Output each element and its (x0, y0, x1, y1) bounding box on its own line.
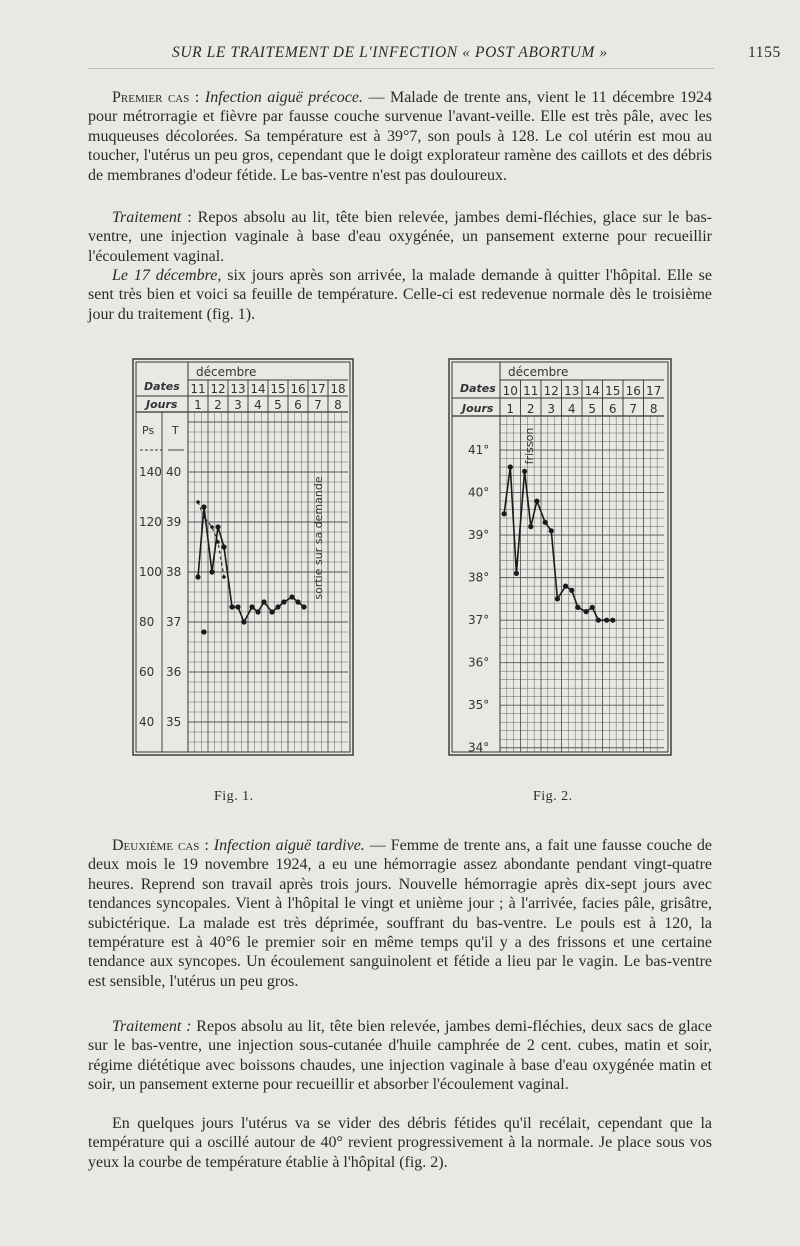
day-tick-label: 6 (608, 402, 617, 416)
case2-title: Infection aiguë tardive. (213, 837, 365, 854)
data-point (241, 619, 246, 624)
chart-annotation: frisson (522, 427, 536, 465)
case2-paragraph (88, 836, 712, 991)
temp-tick-label: 35 (166, 715, 182, 729)
data-point (295, 599, 300, 604)
date-tick-label: 16 (625, 384, 641, 398)
day-tick-label: 4 (254, 398, 262, 412)
date-tick-label: 14 (584, 384, 600, 398)
data-point (269, 609, 274, 614)
data-point (201, 504, 206, 509)
case2-text: — Femme de trente ans, a fait une fausse couche de deux mois le 19 novembre 1924, a eu une hémorragie assez abondante pendant vingt-quatre heures. Reprend son travail après trois jours. Nouvelle hémorragie après dix-sept jours avec tendances syncopales. Vient à l'hôpital le vingt et unième jour ; à l'arrivée, facies pâle, grisâtre, subictérique. La malade est très déprimée, souffrant du bas-ventre. Le pouls est à 120, la température est à 40°6 le premier soir en même temps qu'il y a des frissons et une certaine tendance aux syncopes. Un écoulement sanguinolent et fétide a lieu par le vagin. Le bas-ventre est sensible, l'utérus un peu gros. (88, 837, 712, 990)
data-point (261, 599, 266, 604)
pulse-tick-label: 80 (139, 615, 155, 629)
day-tick-label: 5 (274, 398, 282, 412)
day-tick-label: 4 (567, 402, 576, 416)
temp-tick-label: 37 (166, 615, 182, 629)
pulse-axis-label: Ps (142, 424, 155, 437)
day-tick-label: 6 (294, 398, 302, 412)
data-point (289, 594, 294, 599)
data-point (549, 528, 554, 533)
temp-tick-label: 36 (166, 665, 182, 679)
day-tick-label: 7 (314, 398, 322, 412)
temp-tick-label: 39 (166, 515, 182, 529)
date-tick-label: 12 (543, 384, 559, 398)
chart-frame (449, 359, 671, 755)
chart-inner-frame (452, 362, 668, 752)
case1-followup-date: Le 17 décembre, (112, 267, 222, 284)
temp-tick-label: 38 (166, 565, 182, 579)
date-tick-label: 16 (290, 382, 306, 396)
date-tick-label: 10 (502, 384, 518, 398)
temp-tick-label: 40° (468, 485, 490, 500)
temp-tick-label: 36° (468, 655, 490, 670)
day-tick-label: 8 (649, 402, 658, 416)
temp-tick-label: 37° (468, 613, 490, 628)
data-point (610, 618, 615, 623)
data-point (210, 525, 214, 529)
temp-tick-label: 35° (468, 698, 490, 713)
case2-closing-paragraph (88, 1114, 712, 1172)
date-tick-label: 13 (230, 382, 246, 396)
figure-2 (448, 358, 678, 758)
day-tick-label: 2 (526, 402, 535, 416)
data-point (281, 599, 286, 604)
days-row-label: Jours (462, 402, 494, 415)
case1-treatment-paragraph (88, 208, 712, 266)
temperature-chart-2 (448, 358, 678, 758)
day-tick-label: 5 (588, 402, 597, 416)
data-point (209, 569, 214, 574)
dates-row-label: Dates (144, 380, 180, 393)
chart-annotation: sortie sur sa demande (312, 476, 325, 600)
temp-tick-label: 34° (468, 740, 490, 755)
case1-followup-text: six jours après son arrivée, la malade demande à quitter l'hôpital. Elle se sent très bien et voici sa feuille de température. Celle-ci est redevenue normale dès le troisième jour du traitement (fig. 1). (88, 267, 712, 323)
page-number: 1155 (748, 44, 781, 61)
day-tick-label: 3 (547, 402, 556, 416)
date-tick-label: 15 (605, 384, 621, 398)
data-point (255, 609, 260, 614)
data-point (584, 609, 589, 614)
data-point (543, 520, 548, 525)
case1-followup-paragraph (88, 266, 712, 324)
day-tick-label: 2 (214, 398, 222, 412)
date-tick-label: 15 (270, 382, 286, 396)
temp-tick-label: 41° (468, 443, 490, 458)
data-point (502, 511, 507, 516)
data-point (508, 464, 513, 469)
case1-title: Infection aiguë précoce. (204, 89, 363, 106)
temperature-chart-1 (132, 358, 362, 758)
date-tick-label: 18 (330, 382, 346, 396)
data-point (196, 500, 200, 504)
date-tick-label: 17 (310, 382, 326, 396)
running-header (0, 44, 800, 68)
figure-2-caption: Fig. 2. (533, 789, 573, 804)
data-point (222, 575, 226, 579)
data-point (569, 588, 574, 593)
temp-tick-label: 40 (166, 465, 182, 479)
data-point (590, 605, 595, 610)
day-tick-label: 7 (629, 402, 638, 416)
data-point (195, 574, 200, 579)
header-rule (88, 68, 714, 69)
case2-label: Deuxième cas (112, 837, 200, 854)
date-tick-label: 11 (190, 382, 206, 396)
day-tick-label: 8 (334, 398, 342, 412)
day-tick-label: 1 (194, 398, 202, 412)
data-point (235, 604, 240, 609)
case1-paragraph (88, 88, 712, 185)
data-point (215, 524, 220, 529)
data-point (201, 629, 206, 634)
running-title: SUR LE TRAITEMENT DE L'INFECTION « POST ABORTUM » (172, 44, 608, 61)
case2-treatment-text: Repos absolu au lit, tête bien relevée, jambes demi-fléchies, deux sacs de glace sur le bas-ventre, une injection sous-cutanée d'huile camphrée de 2 cent. cubes, matin et soir, régime diététique avec boissons chaudes, une injection vaginale à base d'eau oxygénée matin et soir, un pansement externe pour recueillir et absorber l'écoulement vaginal. (88, 1018, 713, 1094)
date-tick-label: 11 (523, 384, 539, 398)
data-point (249, 604, 254, 609)
case2-closing-text: En quelques jours l'utérus va se vider des débris fétides qu'il recélait, cependant que la température qui a oscillé autour de 40° revient progressivement à la normale. Je place sous vos yeux la courbe de température établie à l'hôpital (fig. 2). (88, 1115, 712, 1171)
temp-tick-label: 38° (468, 570, 490, 585)
pulse-tick-label: 60 (139, 665, 155, 679)
day-tick-label: 1 (506, 402, 515, 416)
data-point (301, 604, 306, 609)
data-point (275, 604, 280, 609)
case1-treatment-label: Traitement (112, 209, 182, 226)
data-point (221, 544, 226, 549)
data-point (563, 584, 568, 589)
case1-label: Premier cas (112, 89, 190, 106)
data-point (596, 618, 601, 623)
data-point (202, 515, 206, 519)
pulse-tick-label: 100 (139, 565, 162, 579)
date-tick-label: 14 (250, 382, 266, 396)
date-tick-label: 13 (564, 384, 580, 398)
case1-sep: : (189, 89, 205, 106)
figure-1 (132, 358, 362, 758)
pulse-tick-label: 120 (139, 515, 162, 529)
month-label: décembre (508, 365, 569, 379)
dates-row-label: Dates (460, 382, 496, 395)
data-point (575, 605, 580, 610)
data-point (528, 524, 533, 529)
data-point (555, 596, 560, 601)
data-point (534, 499, 539, 504)
case2-treatment-label: Traitement : (112, 1018, 192, 1035)
data-point (522, 469, 527, 474)
temp-axis-label: T (172, 424, 179, 437)
data-point (604, 618, 609, 623)
date-tick-label: 17 (646, 384, 662, 398)
data-point (229, 604, 234, 609)
data-point (514, 571, 519, 576)
day-tick-label: 3 (234, 398, 242, 412)
figure-1-caption: Fig. 1. (214, 789, 254, 804)
date-tick-label: 12 (210, 382, 226, 396)
data-point (216, 540, 220, 544)
case2-treatment-paragraph (88, 1017, 712, 1095)
pulse-tick-label: 140 (139, 465, 162, 479)
month-label: décembre (196, 365, 257, 379)
pulse-tick-label: 40 (139, 715, 155, 729)
case2-sep: : (199, 837, 214, 854)
case1-treatment-text: : Repos absolu au lit, tête bien relevée, jambes demi-fléchies, glace sur le bas-ventre, une injection vaginale à base d'eau oxygénée, un pansement externe pour recueillir l'écoulement vaginal. (88, 209, 712, 265)
temp-tick-label: 39° (468, 528, 490, 543)
days-row-label: Jours (146, 398, 178, 411)
case1-text: — Malade de trente ans, vient le 11 décembre 1924 pour métrorragie et fièvre par fausse couche survenue l'avant-veille. Elle est très pâle, avec les muqueuses décolorées. Sa température est à 39°7, son pouls à 128. Le col utérin est mou au toucher, l'utérus un peu gros, cependant que le doigt explorateur ramène des caillots et des débris de membranes d'odeur fétide. Le bas-ventre n'est pas douloureux. (88, 89, 713, 184)
